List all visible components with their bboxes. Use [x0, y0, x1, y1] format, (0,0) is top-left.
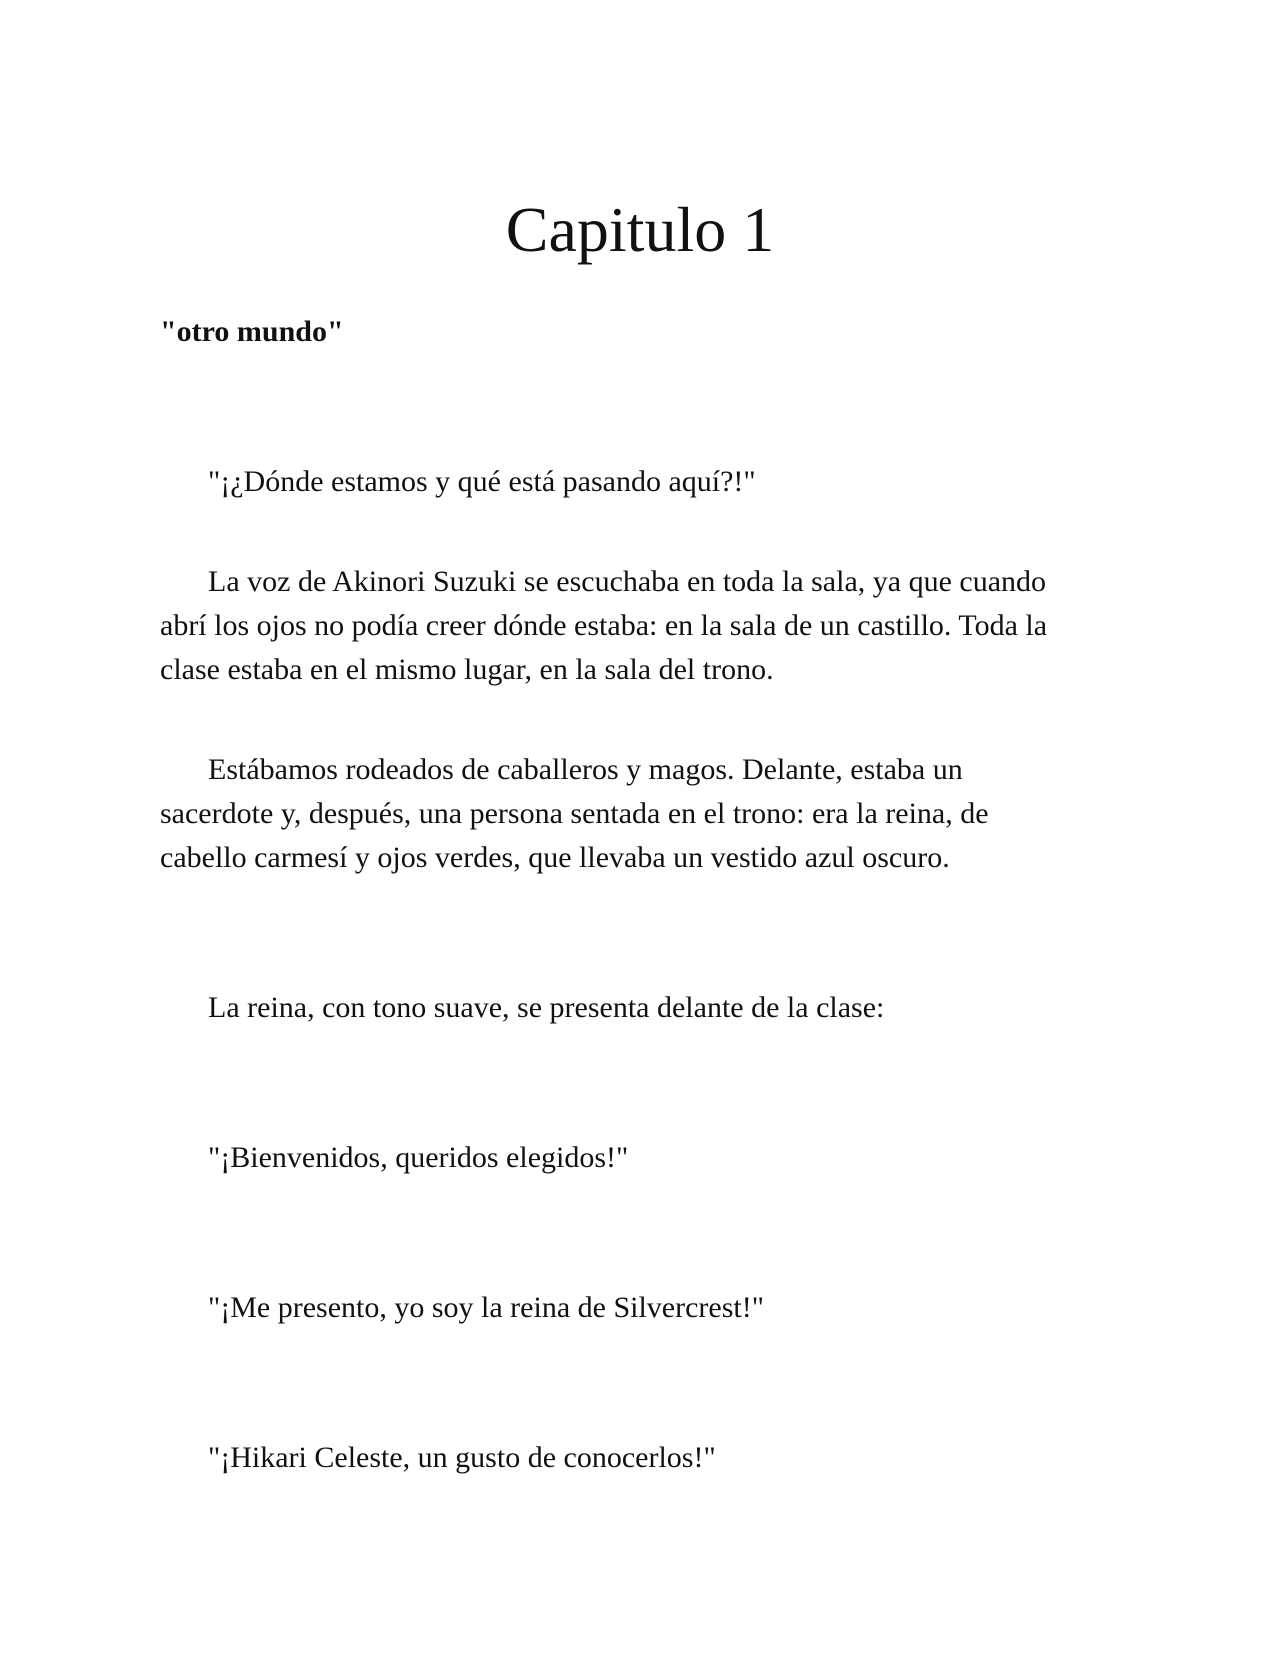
- paragraph-line: "¡¿Dónde estamos y qué está pasando aquí?!": [208, 465, 756, 498]
- paragraph-4: [160, 986, 1120, 1030]
- paragraph-line: abrí los ojos no podía creer dónde estaba: en la sala de un castillo. Toda la: [160, 609, 1048, 642]
- paragraph-6: [160, 1286, 1120, 1330]
- paragraph-line: "¡Hikari Celeste, un gusto de conocerlos!": [208, 1441, 716, 1474]
- paragraph-3: [160, 748, 1120, 880]
- paragraph-1: [160, 460, 1120, 504]
- paragraph-2: [160, 560, 1120, 692]
- paragraph-line: La reina, con tono suave, se presenta delante de la clase:: [208, 991, 885, 1024]
- paragraph-line: cabello carmesí y ojos verdes, que llevaba un vestido azul oscuro.: [160, 841, 950, 874]
- chapter-title: Capitulo 1: [505, 194, 775, 265]
- paragraph-line: "¡Bienvenidos, queridos elegidos!": [208, 1141, 629, 1174]
- chapter-subtitle: "otro mundo": [160, 315, 344, 348]
- paragraph-line: clase estaba en el mismo lugar, en la sala del trono.: [160, 653, 774, 686]
- paragraph-line: La voz de Akinori Suzuki se escuchaba en toda la sala, ya que cuando: [208, 565, 1047, 598]
- paragraph-7: [160, 1436, 1120, 1480]
- paragraph-line: Estábamos rodeados de caballeros y magos. Delante, estaba un: [208, 753, 963, 786]
- paragraph-5: [160, 1136, 1120, 1180]
- paragraph-line: "¡Me presento, yo soy la reina de Silvercrest!": [208, 1291, 764, 1324]
- paragraph-line: sacerdote y, después, una persona sentada en el trono: era la reina, de: [160, 797, 989, 830]
